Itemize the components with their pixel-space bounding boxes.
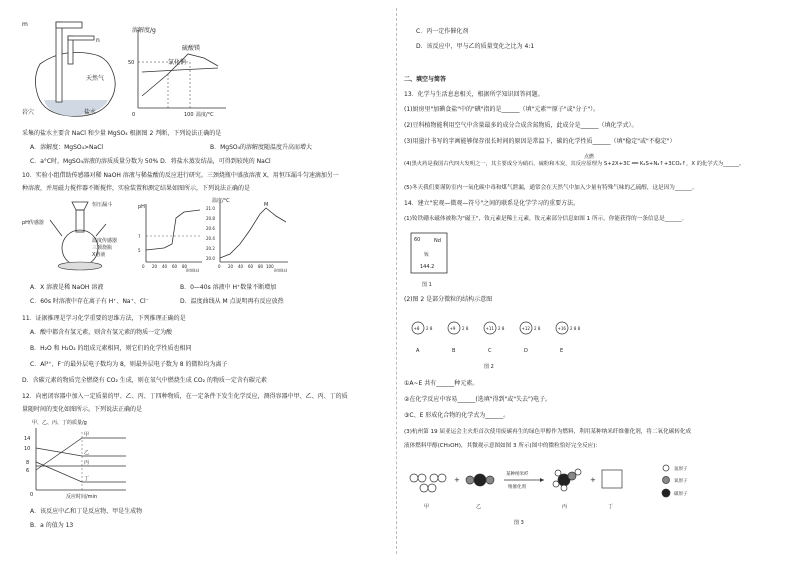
label-jia: 甲 xyxy=(424,504,430,510)
fig1-caption: 图 1 xyxy=(422,282,432,288)
mgso4-label: 硫酸镁 xyxy=(182,45,201,52)
temp-ylabel: 温度/°C xyxy=(212,198,230,204)
electron-shells-E: 2 8 8 xyxy=(570,326,581,331)
svg-text:20.8: 20.8 xyxy=(206,216,215,221)
label-funnel: 恒压漏斗 xyxy=(92,202,113,208)
q12-line-2: 量随时间的变化如图所示。下列说法正确的是 xyxy=(22,406,143,413)
label-yi: 乙 xyxy=(476,504,482,510)
q12-line-1: 12．向密闭容器中加入一定质量的甲、乙、丙、丁四种物质，在一定条件下发生化学反应，测得容器中甲、乙、丙、丁的质 xyxy=(22,393,348,400)
q10-option-b: B．0—40s 溶液中 H⁺数量不断增加 xyxy=(180,284,277,291)
svg-text:0: 0 xyxy=(142,264,145,269)
ph-ylabel: pH xyxy=(138,204,145,210)
q10-line-1: 10．实验小组借助传感器对稀 NaOH 溶液与稀盐酸的反应进行研究。三颈烧瓶中盛放溶液 X，用恒压漏斗匀速滴加另一 xyxy=(22,172,339,179)
left-column xyxy=(0,0,392,562)
tick-10: 10 xyxy=(24,446,31,452)
nucleus-charge-D: +12 xyxy=(521,326,530,331)
atom-label-B: B xyxy=(452,348,456,354)
nucleus-charge-C: +11 xyxy=(485,326,494,331)
svg-text:20.2: 20.2 xyxy=(206,246,215,251)
nucleus-charge-B: +9 xyxy=(449,326,456,331)
label-m: m xyxy=(22,21,28,28)
q13-reaction-condition: 点燃 xyxy=(584,154,595,160)
electron-shells-B: 2 8 xyxy=(462,326,469,331)
tick-100: 100 xyxy=(184,112,194,118)
nacl-curve xyxy=(142,68,218,72)
pipe-m-top xyxy=(56,22,82,28)
svg-text:7: 7 xyxy=(138,234,141,239)
label-temp-sensor: 温度传感器 xyxy=(92,238,118,244)
legend-hydrogen: 氢原子 xyxy=(674,467,688,472)
methanol-reaction-diagram xyxy=(404,456,724,528)
label-bing: 丙 xyxy=(562,504,568,510)
atomic-number: 60 xyxy=(414,237,421,243)
svg-text:20.0: 20.0 xyxy=(206,256,215,261)
electron-shells-A: 2 8 xyxy=(426,326,433,331)
temp-xlabel: 时间(s) xyxy=(274,268,288,272)
svg-text:100: 100 xyxy=(266,264,274,269)
svg-text:20.6: 20.6 xyxy=(206,226,215,231)
atom-label-E: E xyxy=(560,348,564,354)
q14-item-2a: ①A~E 共有______种元素。 xyxy=(404,380,479,387)
salt-well-figure xyxy=(22,16,134,126)
q12-option-d: D．该反应中，甲与乙的质量变化之比为 4:1 xyxy=(416,43,535,50)
line-jia xyxy=(36,438,126,470)
legend-carbon: 碳原子 xyxy=(674,492,688,497)
q12-option-c: C．丙一定作催化剂 xyxy=(416,28,469,35)
tick-6: 6 xyxy=(26,468,30,474)
reaction-apparatus-figure xyxy=(22,196,134,274)
q13-item-3: (3)用墨汁书写的字画能够保存很长时间的原因是常温下，碳的化学性质______（填"稳定"或"不稳定"） xyxy=(404,138,676,145)
label-ding: 丁 xyxy=(608,504,614,510)
q10-option-c: C．60s 时溶液中存在离子有 H⁺、Na⁺、Cl⁻ xyxy=(30,298,149,305)
atomic-mass: 144.2 xyxy=(420,264,435,270)
q14-item-2: (2)图 2 是部分微粒的结构示意图 xyxy=(404,296,493,303)
q14-item-3-line-2: 液体燃料甲醇(CH₃OH)，其微观示意图如图 3 所示(图中的微粒恰好完全反应)： xyxy=(404,443,602,449)
label-ding: 丁 xyxy=(84,476,90,482)
nacl-label: 氯化钠 xyxy=(168,59,187,66)
line-yi xyxy=(36,448,126,456)
label-ph-sensor: pH传感器 xyxy=(22,220,44,226)
atom-label-A: A xyxy=(416,348,420,354)
label-n: n xyxy=(96,37,100,44)
q14-stem: 14．建立"宏观—微观—符号"之间的联系是化学学习的重要方法。 xyxy=(404,200,580,207)
nucleus-charge-A: +8 xyxy=(413,326,420,331)
svg-text:20.4: 20.4 xyxy=(206,236,215,241)
q14-item-1: (1)钕铁硼永磁体被称为"磁王"，钕元素是稀土元素，钕元素部分信息如图 1 所示，你能获得的一条信息是______。 xyxy=(404,216,688,222)
solubility-curve-figure xyxy=(128,26,230,118)
svg-text:80: 80 xyxy=(258,264,264,269)
electron-shells-C: 2 8 xyxy=(498,326,505,331)
svg-text:+: + xyxy=(590,476,596,484)
nucleus-charge-E: +16 xyxy=(557,326,566,331)
label-brine: 盐水 xyxy=(84,109,97,116)
svg-text:21.0: 21.0 xyxy=(206,206,215,211)
atom-label-D: D xyxy=(524,348,528,354)
point-m: M xyxy=(264,202,269,208)
label-yi: 乙 xyxy=(84,450,90,456)
q14-item-2b: ②在化学反应中容易______(选填"得到"或"失去")电子。 xyxy=(404,396,552,403)
ph-xlabel: 时间(s) xyxy=(186,268,200,272)
right-column xyxy=(400,0,794,562)
q11-option-a: A．酸中都含有氢元素，则含有氢元素的物质一定为酸 xyxy=(30,329,173,336)
element-symbol: Nd xyxy=(434,238,441,244)
tick-14: 14 xyxy=(24,436,31,442)
element-name: 钕 xyxy=(424,252,430,258)
fig3-caption: 图 3 xyxy=(514,520,524,526)
mass-time-chart xyxy=(22,418,132,500)
atom-label-C: C xyxy=(488,348,492,354)
q9-stem: 采集的盐水主要含 NaCl 和少量 MgSO₄ 根据图 2 判断，下列说法正确的是 xyxy=(22,130,222,137)
label-flask: 三颈烧瓶 xyxy=(92,245,113,251)
section-heading: 二、填空与简答 xyxy=(404,76,447,83)
ph-curve xyxy=(146,210,200,250)
line-ding xyxy=(36,462,126,482)
temperature-curve xyxy=(220,208,286,258)
svg-text:60: 60 xyxy=(248,264,254,269)
tick-8: 8 xyxy=(26,460,30,466)
q14-item-2c: ③C、E 形成化合物的化学式为______。 xyxy=(404,412,510,419)
svg-text:40: 40 xyxy=(238,264,244,269)
q11-stem: 11．证据推理是学习化学重要的思维方法，下列推理正确的是 xyxy=(22,315,186,322)
mass-ylabel: 甲、乙、丙、丁的质量/g xyxy=(32,420,87,426)
q13-item-1: (1)厨房里"加碘食盐"中的"碘"指的是______（填"元素""原子"或"分子"）。 xyxy=(404,106,600,113)
q9-option-a: A．溶解度：MgSO₄>NaCl xyxy=(30,144,104,151)
fig2-caption: 图 2 xyxy=(484,364,494,370)
q11-option-b: B．H₂O 和 H₂O₂ 的组成元素相同，则它们的化学性质也相同 xyxy=(30,345,192,352)
q13-item-4: (4)黑火药是我国古代四大发明之一，其主要成分为硝石、硫粉和木炭，其反应原理为 S+2X+3C ══ K₂S+N₂↑+3CO₂↑，X 的化学式为______。 xyxy=(404,161,745,167)
q11-option-d: D．含碳元素的物质完全燃烧有 CO₂ 生成，则在氧气中燃烧生成 CO₂ 的物质一定含有碳元素 xyxy=(22,377,267,384)
q10-option-a: A．X 溶液是稀 NaOH 溶液 xyxy=(30,284,104,291)
label-bing: 丙 xyxy=(84,460,90,466)
svg-text:0: 0 xyxy=(218,264,221,269)
tick-0: 0 xyxy=(30,492,34,498)
column-divider xyxy=(396,8,397,554)
brine-fill xyxy=(44,100,108,116)
legend-oxygen: 氧原子 xyxy=(674,479,688,484)
q13-item-2: (2)豆科植物能利用空气中含量最多的成分合成含氮物质，此成分是______（填化学式）。 xyxy=(404,122,638,129)
svg-text:20: 20 xyxy=(228,264,234,269)
element-card-nd xyxy=(410,232,454,288)
svg-text:60: 60 xyxy=(172,264,178,269)
label-gas: 天然气 xyxy=(86,75,105,82)
temperature-curve-chart xyxy=(206,196,292,272)
q9-option-c: C．a°C时，MgSO₄溶液的溶质质量分数为 50% D．将盐水蒸发结晶，可得到较纯的 NaCl xyxy=(30,158,271,165)
ph-curve-chart xyxy=(136,200,206,272)
label-jia: 甲 xyxy=(84,432,90,438)
q13-stem: 13．化学与生活息息相关，根据所学知识回答问题。 xyxy=(404,91,544,98)
svg-text:5: 5 xyxy=(138,248,141,253)
tick-50: 50 xyxy=(128,60,135,66)
electron-shells-D: 2 8 xyxy=(534,326,541,331)
q10-option-d: D．温度曲线从 M 点说明再有反应放热 xyxy=(180,298,284,305)
arrow-label-top: 某种纳米纤 xyxy=(506,472,529,477)
mass-xlabel: 反应时间/min xyxy=(66,494,98,500)
svg-text:+: + xyxy=(454,476,460,484)
svg-text:80: 80 xyxy=(182,264,188,269)
q9-option-b: B．MgSO₄的溶解度随温度升高而增大 xyxy=(210,144,313,151)
arrow-label-bottom: 维催化剂 xyxy=(508,485,526,490)
tick-0: 0 xyxy=(132,112,136,118)
label-x-solution: X溶液 xyxy=(92,252,106,258)
q12-option-a: A．该反应中乙和丁是反应物，甲是生成物 xyxy=(30,508,143,515)
q14-item-3-line-1: (3)杭州第 19 届亚运会主火炬首次使用废碳再生的绿色甲醇作为燃料，利用某种纳米纤维催化剂，将二氧化碳转化成 xyxy=(404,429,692,435)
q10-line-2: 种溶液，并用磁力搅拌器不断搅拌，实验装置和测定结果如图所示，下列说法正确的是 xyxy=(22,185,251,192)
q11-option-c: C．Al³⁺、F⁻的最外层电子数均为 8，则最外层电子数为 8 的微粒均为离子 xyxy=(30,361,228,368)
ylabel: 溶解度/g xyxy=(132,27,156,34)
pipe-m xyxy=(56,22,62,102)
svg-text:40: 40 xyxy=(162,264,168,269)
pipe-n-top xyxy=(68,36,94,40)
atom-structure-diagrams xyxy=(404,310,594,372)
svg-text:20: 20 xyxy=(152,264,158,269)
q13-item-5: (5)冬天我们要谨防室内一氧化碳中毒和煤气泄漏，通常会在天然气中加入少量有特殊气味的乙硫醇，这是因为______。 xyxy=(404,185,698,191)
q12-option-b: B．a 的值为 13 xyxy=(30,522,74,529)
xlabel: 温度/°C xyxy=(196,112,214,118)
label-rock: 岩穴 xyxy=(22,109,35,116)
